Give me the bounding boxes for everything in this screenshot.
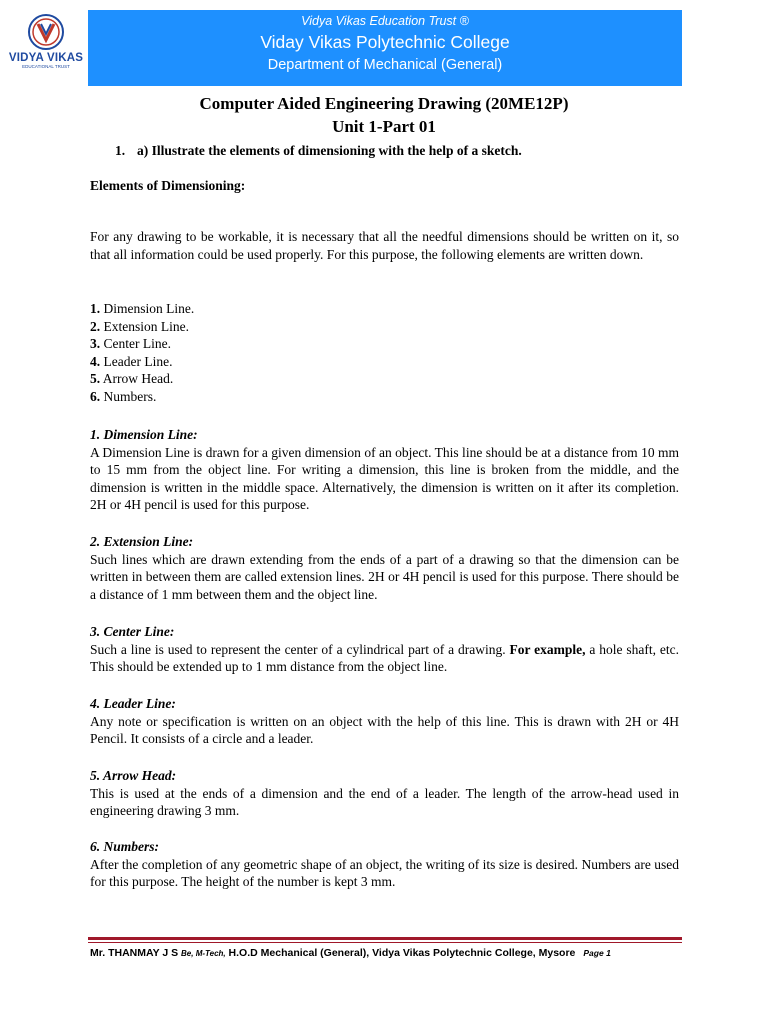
header-banner	[88, 10, 682, 86]
section-heading: Elements of Dimensioning:	[90, 178, 246, 193]
section-title: 6. Numbers:	[90, 839, 160, 854]
list-item: 6. Numbers.	[90, 388, 157, 404]
college-logo	[6, 12, 86, 78]
leader-line-section	[90, 695, 679, 748]
elements-list	[90, 300, 679, 406]
list-item: 1. Dimension Line.	[90, 301, 195, 316]
section-title: 3. Center Line:	[90, 624, 175, 639]
logo-text: VIDYA VIKAS	[8, 52, 84, 64]
question-text: a) Illustrate the elements of dimensioning with the help of a sketch.	[137, 143, 522, 158]
section-title: 1. Dimension Line:	[90, 427, 198, 442]
unit-title: Unit 1-Part 01	[332, 117, 436, 136]
question	[115, 143, 522, 159]
intro-paragraph: For any drawing to be workable, it is necessary that all the needful dimensions should be written on it, so that all information could be used properly. For this purpose, the following elements are written down.	[90, 229, 679, 262]
section-text: Any note or specification is written on an object with the help of this line. This is drawn with 2H or 4H Pencil. It consists of a circle and a leader.	[90, 713, 679, 747]
page-number: Page 1	[583, 948, 611, 958]
arrow-head-section	[90, 767, 679, 820]
author-role: H.O.D Mechanical (General), Vidya Vikas Polytechnic College, Mysore	[225, 947, 576, 959]
trust-emblem-icon	[24, 12, 68, 52]
college-name: Viday Vikas Polytechnic College	[260, 32, 510, 52]
section-title: 4. Leader Line:	[90, 696, 176, 711]
section-text: Such lines which are drawn extending from the ends of a part of a drawing so that the dimension can be written in between them are called extension lines. 2H or 4H pencil is used for this purpose. There should be a distance of 1 mm between them and the object line.	[90, 551, 679, 602]
list-item: 5. Arrow Head.	[90, 371, 174, 387]
document-title: Computer Aided Engineering Drawing (20ME12P)	[199, 94, 569, 113]
section-text: Such a line is used to represent the center of a cylindrical part of a drawing. For example, a hole shaft, etc. This should be extended up to 1 mm distance from the object line.	[90, 641, 679, 675]
section-text: This is used at the ends of a dimension and the end of a leader. The length of the arrow-head used in engineering drawing 3 mm.	[90, 785, 679, 819]
logo-subtext: EDUCATIONAL TRUST	[22, 64, 70, 69]
trust-name: Vidya Vikas Education Trust ®	[301, 14, 469, 28]
page-footer	[90, 947, 682, 959]
author-degree: Be, M-Tech,	[181, 949, 226, 958]
intro-paragraph-block	[90, 228, 679, 263]
footer-divider-thin	[88, 942, 682, 943]
section-text: After the completion of any geometric shape of an object, the writing of its size is desired. Numbers are used for this purpose. The height of the number is kept 3 mm.	[90, 856, 679, 890]
center-line-section	[90, 623, 679, 676]
author-name: Mr. THANMAY J S	[90, 947, 182, 959]
list-item: 3. Center Line.	[90, 336, 171, 352]
department-name: Department of Mechanical (General)	[267, 57, 503, 73]
question-number: 1.	[115, 143, 126, 158]
section-title: 5. Arrow Head:	[90, 768, 177, 783]
dimension-line-section	[90, 426, 679, 514]
elements-heading-block	[90, 177, 679, 195]
list-item: 2. Extension Line.	[90, 318, 189, 334]
section-title: 2. Extension Line:	[90, 534, 194, 549]
numbers-section	[90, 838, 679, 891]
extension-line-section	[90, 533, 679, 603]
list-item: 4. Leader Line.	[90, 353, 173, 369]
section-text: A Dimension Line is drawn for a given dimension of an object. This line should be at a distance from 10 mm to 15 mm from the object line. For writing a dimension, this line is broken from the middle, and the dimension is written in the middle space. Alternatively, the dimension is written on it after its completion. 2H or 4H pencil is used for this purpose.	[90, 444, 679, 513]
footer-divider	[88, 937, 682, 940]
